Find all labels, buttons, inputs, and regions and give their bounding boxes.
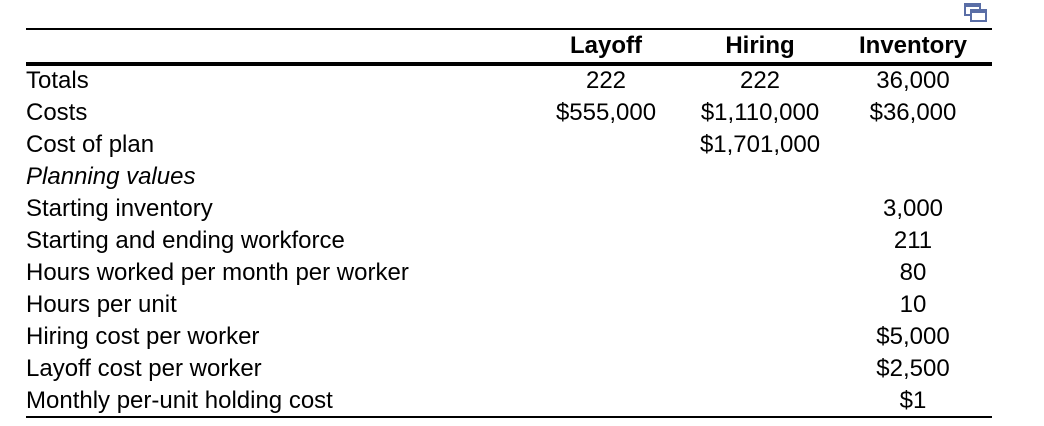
planning-label: Hiring cost per worker (26, 323, 260, 350)
planning-value: 211 (893, 227, 933, 254)
section-row (0, 161, 1044, 193)
planning-label: Starting and ending workforce (26, 227, 345, 254)
table-row (0, 97, 1044, 129)
table-row (0, 225, 1044, 257)
table-row (0, 353, 1044, 385)
column-header-hiring: Hiring (725, 32, 795, 59)
column-header-inventory: Inventory (858, 32, 968, 59)
costs-layoff: $555,000 (555, 99, 657, 126)
planning-label: Monthly per-unit holding cost (26, 387, 333, 414)
totals-inventory: 36,000 (876, 67, 950, 94)
table-bottom-rule (26, 416, 992, 418)
table-row (0, 193, 1044, 225)
planning-value: $1 (899, 387, 927, 414)
totals-hiring: 222 (739, 67, 781, 94)
cost-of-plan-hiring: $1,701,000 (699, 131, 821, 158)
planning-value: $2,500 (876, 355, 950, 382)
table-row (0, 289, 1044, 321)
planning-value: 80 (899, 259, 927, 286)
costs-hiring: $1,110,000 (700, 99, 820, 126)
table-row (0, 385, 1044, 417)
planning-value: $5,000 (876, 323, 950, 350)
planning-value: 3,000 (882, 195, 944, 222)
table-row (0, 321, 1044, 353)
table-row (0, 129, 1044, 161)
section-label-planning-values: Planning values (26, 163, 196, 190)
planning-value: 10 (899, 291, 927, 318)
table-row (0, 65, 1044, 97)
copy-icon[interactable] (960, 0, 988, 26)
table-row (0, 257, 1044, 289)
row-label-totals: Totals (26, 67, 89, 94)
costs-inventory: $36,000 (869, 99, 957, 126)
planning-label: Hours worked per month per worker (26, 259, 409, 286)
planning-label: Layoff cost per worker (26, 355, 262, 382)
totals-layoff: 222 (585, 67, 627, 94)
planning-label: Starting inventory (26, 195, 213, 222)
column-header-layoff: Layoff (570, 32, 642, 59)
planning-label: Hours per unit (26, 291, 177, 318)
row-label-costs: Costs (26, 99, 88, 126)
row-label-cost-of-plan: Cost of plan (26, 131, 155, 158)
